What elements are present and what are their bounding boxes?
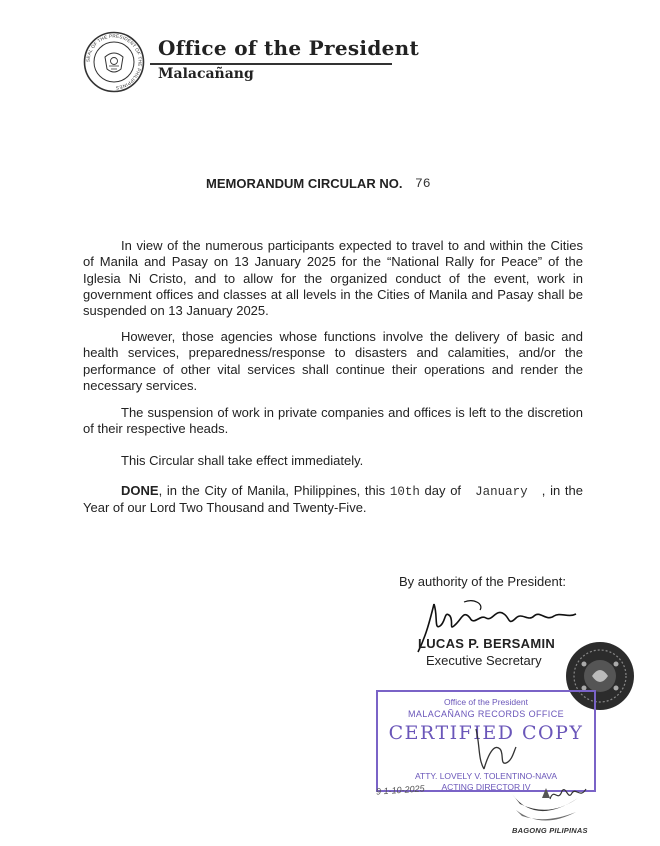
stamp-records-office: MALACAÑANG RECORDS OFFICE bbox=[407, 709, 565, 719]
done-text-c: , in the Year of our Lord Two Thousand and Twenty-Five. bbox=[83, 483, 583, 516]
done-day: 10th bbox=[389, 485, 420, 499]
body-paragraph-1: In view of the numerous participants expected to travel to and within the Cities of Manila and Pasay on 13 January 2025 for the “National Rally for Peace” of the Iglesia Ni Cristo, and to allow for the organized conduct of the event, work in government offices and classes at all levels in the Cities of Manila and Pasay shall be suspended on 13 January 2025. bbox=[83, 238, 583, 319]
memo-number: 76 bbox=[415, 176, 431, 191]
done-label: DONE bbox=[121, 483, 159, 498]
signatory-title: Executive Secretary bbox=[426, 653, 542, 668]
body-paragraph-2: However, those agencies whose functions involve the delivery of basic and health services, preparedness/response to disasters and calamities, and/or the performance of other vital services shall continue their operations and render the necessary services. bbox=[83, 329, 583, 393]
signatory-name: LUCAS P. BERSAMIN bbox=[418, 636, 556, 651]
presidential-seal-icon bbox=[83, 31, 145, 93]
header-divider bbox=[150, 63, 392, 65]
stamp-office: Office of the President bbox=[444, 697, 528, 707]
authority-line: By authority of the President: bbox=[399, 574, 566, 589]
done-text-a: , in the City of Manila, Philippines, this bbox=[158, 483, 386, 498]
done-month: January bbox=[475, 485, 528, 499]
body-paragraph-4: This Circular shall take effect immediately. bbox=[121, 453, 364, 468]
done-paragraph bbox=[83, 483, 583, 517]
stamp-initial-signature bbox=[470, 725, 520, 773]
svg-text:SEAL OF THE PRESIDENT OF THE P: SEAL OF THE PRESIDENT OF THE PHILIPPINES bbox=[85, 33, 143, 91]
done-text-b: day of bbox=[424, 483, 462, 498]
office-subtitle: Malacañang bbox=[158, 66, 254, 82]
bagong-pilipinas-logo-icon bbox=[506, 784, 584, 830]
bagong-pilipinas-text: BAGONG PILIPINAS bbox=[512, 826, 588, 835]
memo-heading: MEMORANDUM CIRCULAR NO. bbox=[206, 176, 403, 191]
stamp-officer-title: ACTING DIRECTOR IV bbox=[441, 782, 531, 792]
stamp-handwritten-date: 9 1-10-2025 bbox=[375, 783, 425, 797]
stamp-officer-name: ATTY. LOVELY V. TOLENTINO-NAVA bbox=[414, 771, 558, 781]
stamp-certified-copy: CERTIFIED COPY bbox=[388, 722, 584, 744]
body-paragraph-3: The suspension of work in private companies and offices is left to the discretion of their respective heads. bbox=[83, 405, 583, 437]
office-title: Office of the President bbox=[158, 36, 420, 60]
